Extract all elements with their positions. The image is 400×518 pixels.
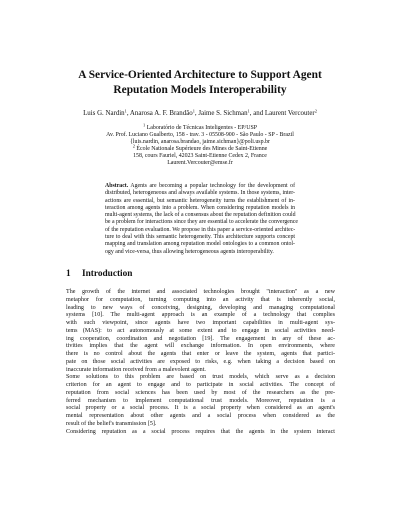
author-name: Jaime S. Sichman: [198, 110, 248, 117]
abstract-line: multi-agent systems, the lack of a consensus about the reputation definition could: [105, 212, 296, 219]
affiliation-mark: 1: [143, 122, 146, 128]
body-line: tivities implies that the agent will exchange information. In open environments, where: [66, 343, 335, 350]
affiliation-line: $^2$ École Nationale Supérieure des Mines de Saint-Etienne: [132, 143, 268, 153]
body-line: there is no control about the agents that enter or leave the system, agents that partici-: [66, 351, 335, 357]
body-line: reputation from social sciences has been used by most of the researchers as the pre-: [66, 389, 335, 396]
abstract-line: Abstract. Agents are becoming a popular technology for the development of: [105, 183, 296, 189]
abstract-line: actions are essential, but semantic heterogeneity turns the establishment of in-: [105, 197, 295, 204]
author-affiliation-mark: 1: [124, 108, 127, 114]
author-affiliation-mark: 2: [314, 108, 317, 114]
title-line-2: Reputation Models Interoperability: [113, 83, 287, 96]
title-line-1: A Service-Oriented Architecture to Support Agent: [78, 69, 322, 81]
abstract-line: teraction among agents into a problem. When considering reputation models in: [105, 204, 295, 211]
abstract-line: distributed, heterogeneous and always available systems. In those systems, inter-: [105, 190, 295, 197]
affiliation-line: 158, cours Fauriel, 42023 Saint-Etienne Cedex 2, France: [133, 153, 267, 160]
affiliations: [60, 122, 340, 168]
author-name: Anarosa A. F. Brandão: [129, 110, 193, 117]
affiliation-email: Laurent.Vercouter@emse.fr: [167, 160, 233, 167]
abstract-line: of the reputation evaluation. We propose in this paper a service-oriented architec-: [105, 226, 296, 233]
abstract-line: be a problem for interactions since they are essential to accelerate the convergence: [105, 219, 298, 226]
author-list: Luis G. Nardin$^1$, Anarosa A. F. Brandão$^1$, Jaime S. Sichman$^1$, and Laurent Vercouter$^2$: [83, 108, 317, 117]
abstract-line: ogy and vice-versa, thus allowing heterogeneous agents interoperability.: [105, 248, 274, 255]
body-line: Considering reputation as a social process requires that the agents in the system interact: [66, 428, 335, 435]
affiliation-line: Av. Prof. Luciano Gualberto, 158 - trav. 3 - 05508-900 - São Paulo - SP - Brazil: [106, 132, 294, 139]
body-line: tems (MAS): to act autonomously at some extent and to engage in social activities need-: [66, 327, 335, 334]
body-line: ing cooperation, coordination and negotiation [19]. The engagement in any of these ac-: [66, 335, 335, 342]
abstract-line: mapping and translation among reputation model ontologies to a common ontol-: [105, 241, 295, 248]
section-heading: [66, 269, 132, 280]
body-text: [66, 289, 335, 436]
body-line: result of the belief's transmission [5].: [66, 420, 157, 427]
affiliation-email: {luis.nardin, anarosa.brandao, jaime.sichman}@poli.usp.br: [130, 139, 270, 146]
body-line: Some solutions to this problem are based on trust models, which serve as a decision: [66, 374, 335, 381]
abstract-line: ture to deal with this semantic heterogeneity. This architecture supports concept: [105, 234, 295, 241]
author-name: Laurent Vercouter: [264, 110, 315, 117]
body-line: criterion for an agent to engage and to participate in social activities. The concept of: [66, 382, 335, 388]
paper-title: [40, 68, 360, 97]
body-line: pate on those social activities are exposed to risks, e.g. when taking a decision based on: [66, 358, 335, 365]
body-line: inaccurate information received from a malevolent agent.: [66, 366, 206, 373]
body-line: systems [10]. The multi-agent approach is an example of a technology that complies: [66, 312, 335, 319]
author-name: Luis G. Nardin: [83, 110, 125, 117]
author-affiliation-mark: 1: [247, 108, 250, 114]
body-line: leading to new ways of conceiving, designing, developing and managing computational: [66, 304, 335, 311]
section-number: 1: [66, 269, 71, 279]
abstract-label: Abstract.: [105, 183, 129, 189]
body-line: ferred mechanism to implement computational trust models. Moreover, reputation is a: [66, 397, 335, 404]
body-line: metaphor for computation, turning computing into an activity that is inherently social,: [66, 296, 335, 303]
body-line: The growth of the internet and associated technologies brought "interaction" as a new: [66, 289, 335, 295]
body-line: with such viewpoint, since agents have two important capabilities in multi-agent sys-: [66, 320, 335, 326]
abstract: [105, 183, 298, 256]
affiliation-line: $^1$ Laboratório de Técnicas Inteligentes - EP/USP: [143, 122, 257, 131]
author-affiliation-mark: 1: [192, 108, 195, 114]
body-line: social property or a social process. It is a social property when considered as an agent's: [66, 405, 335, 412]
body-line: mental representation about other agents and a social process when considered as the: [66, 413, 335, 419]
affiliation-mark: 2: [132, 143, 135, 149]
section-title: Introduction: [82, 269, 133, 279]
